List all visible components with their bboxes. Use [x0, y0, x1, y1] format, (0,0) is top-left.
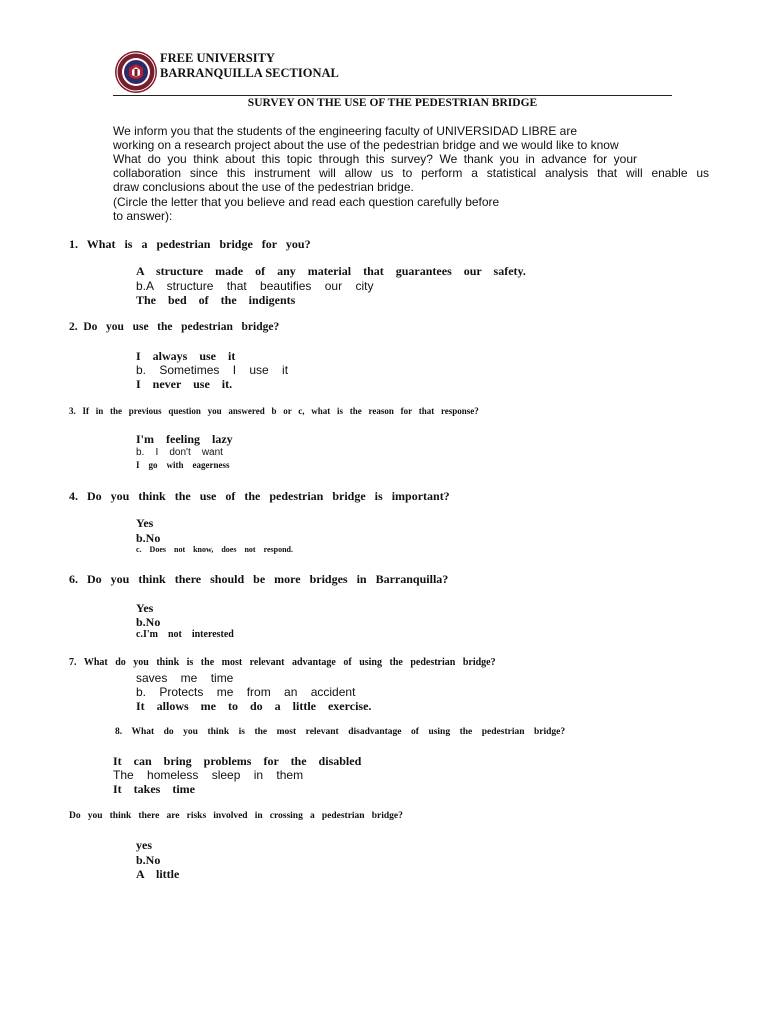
question-1: 1. What is a pedestrian bridge for you? [69, 237, 311, 251]
q2-option-b[interactable]: b. Sometimes I use it [136, 363, 289, 377]
q4-option-b[interactable]: b.No [136, 531, 161, 545]
q1-option-c[interactable]: The bed of the indigents [136, 293, 296, 307]
q2-option-a[interactable]: I always use it [136, 349, 236, 363]
survey-title: SURVEY ON THE USE OF THE PEDESTRIAN BRIDGE [247, 97, 538, 109]
q1-option-a[interactable]: A structure made of any material that guarantees our safety. [136, 264, 526, 278]
question-7: 7. What do you think is the most relevant advantage of using the pedestrian bridge? [69, 657, 496, 668]
question-4: 4. Do you think the use of the pedestrian bridge is important? [69, 489, 450, 503]
question-2: 2. Do you use the pedestrian bridge? [69, 321, 280, 333]
intro-line-4: collaboration since this instrument will allow us to perform a statistical analysis that will enable us [113, 166, 709, 180]
q3-option-b[interactable]: b. I don't want [136, 447, 223, 458]
intro-line-3: What do you think about this topic through this survey? We thank you in advance for your [113, 152, 637, 166]
intro-line-6: (Circle the letter that you believe and read each question carefully before [113, 195, 500, 209]
q3-option-a[interactable]: I'm feeling lazy [136, 432, 233, 446]
university-sectional: BARRANQUILLA SECTIONAL [160, 66, 339, 80]
q6-option-a[interactable]: Yes [136, 601, 154, 615]
intro-line-1: We inform you that the students of the engineering faculty of UNIVERSIDAD LIBRE are [113, 124, 578, 138]
q7-option-a[interactable]: saves me time [136, 671, 234, 685]
header-divider [113, 95, 672, 96]
q7-option-c[interactable]: It allows me to do a little exercise. [136, 699, 372, 713]
question-6: 6. Do you think there should be more bridges in Barranquilla? [69, 572, 449, 586]
intro-line-7: to answer): [113, 209, 173, 223]
question-3: 3. If in the previous question you answered b or c, what is the reason for that response? [69, 406, 479, 416]
question-8: 8. What do you think is the most relevant disadvantage of using the pedestrian bridge? [115, 727, 566, 737]
intro-line-2: working on a research project about the use of the pedestrian bridge and we would like to know [113, 138, 619, 152]
q9-option-a[interactable]: yes [136, 838, 152, 852]
q4-option-c[interactable]: c. Does not know, does not respond. [136, 545, 293, 554]
q2-option-c[interactable]: I never use it. [136, 377, 233, 391]
university-seal-logo [114, 50, 158, 94]
q1-option-b[interactable]: b.A structure that beautifies our city [136, 279, 374, 293]
q8-option-b[interactable]: The homeless sleep in them [113, 768, 304, 782]
q9-option-c[interactable]: A little [136, 867, 180, 881]
q9-option-b[interactable]: b.No [136, 853, 161, 867]
q8-option-a[interactable]: It can bring problems for the disabled [113, 754, 362, 768]
q4-option-a[interactable]: Yes [136, 516, 154, 530]
q8-option-c[interactable]: It takes time [113, 782, 195, 796]
q3-option-c[interactable]: I go with eagerness [136, 460, 230, 470]
intro-line-5: draw conclusions about the use of the pedestrian bridge. [113, 180, 414, 194]
university-name: FREE UNIVERSITY [160, 51, 275, 65]
q6-option-c[interactable]: c.I'm not interested [136, 629, 234, 640]
question-9: Do you think there are risks involved in crossing a pedestrian bridge? [69, 811, 403, 821]
q6-option-b[interactable]: b.No [136, 615, 161, 629]
q7-option-b[interactable]: b. Protects me from an accident [136, 685, 356, 699]
